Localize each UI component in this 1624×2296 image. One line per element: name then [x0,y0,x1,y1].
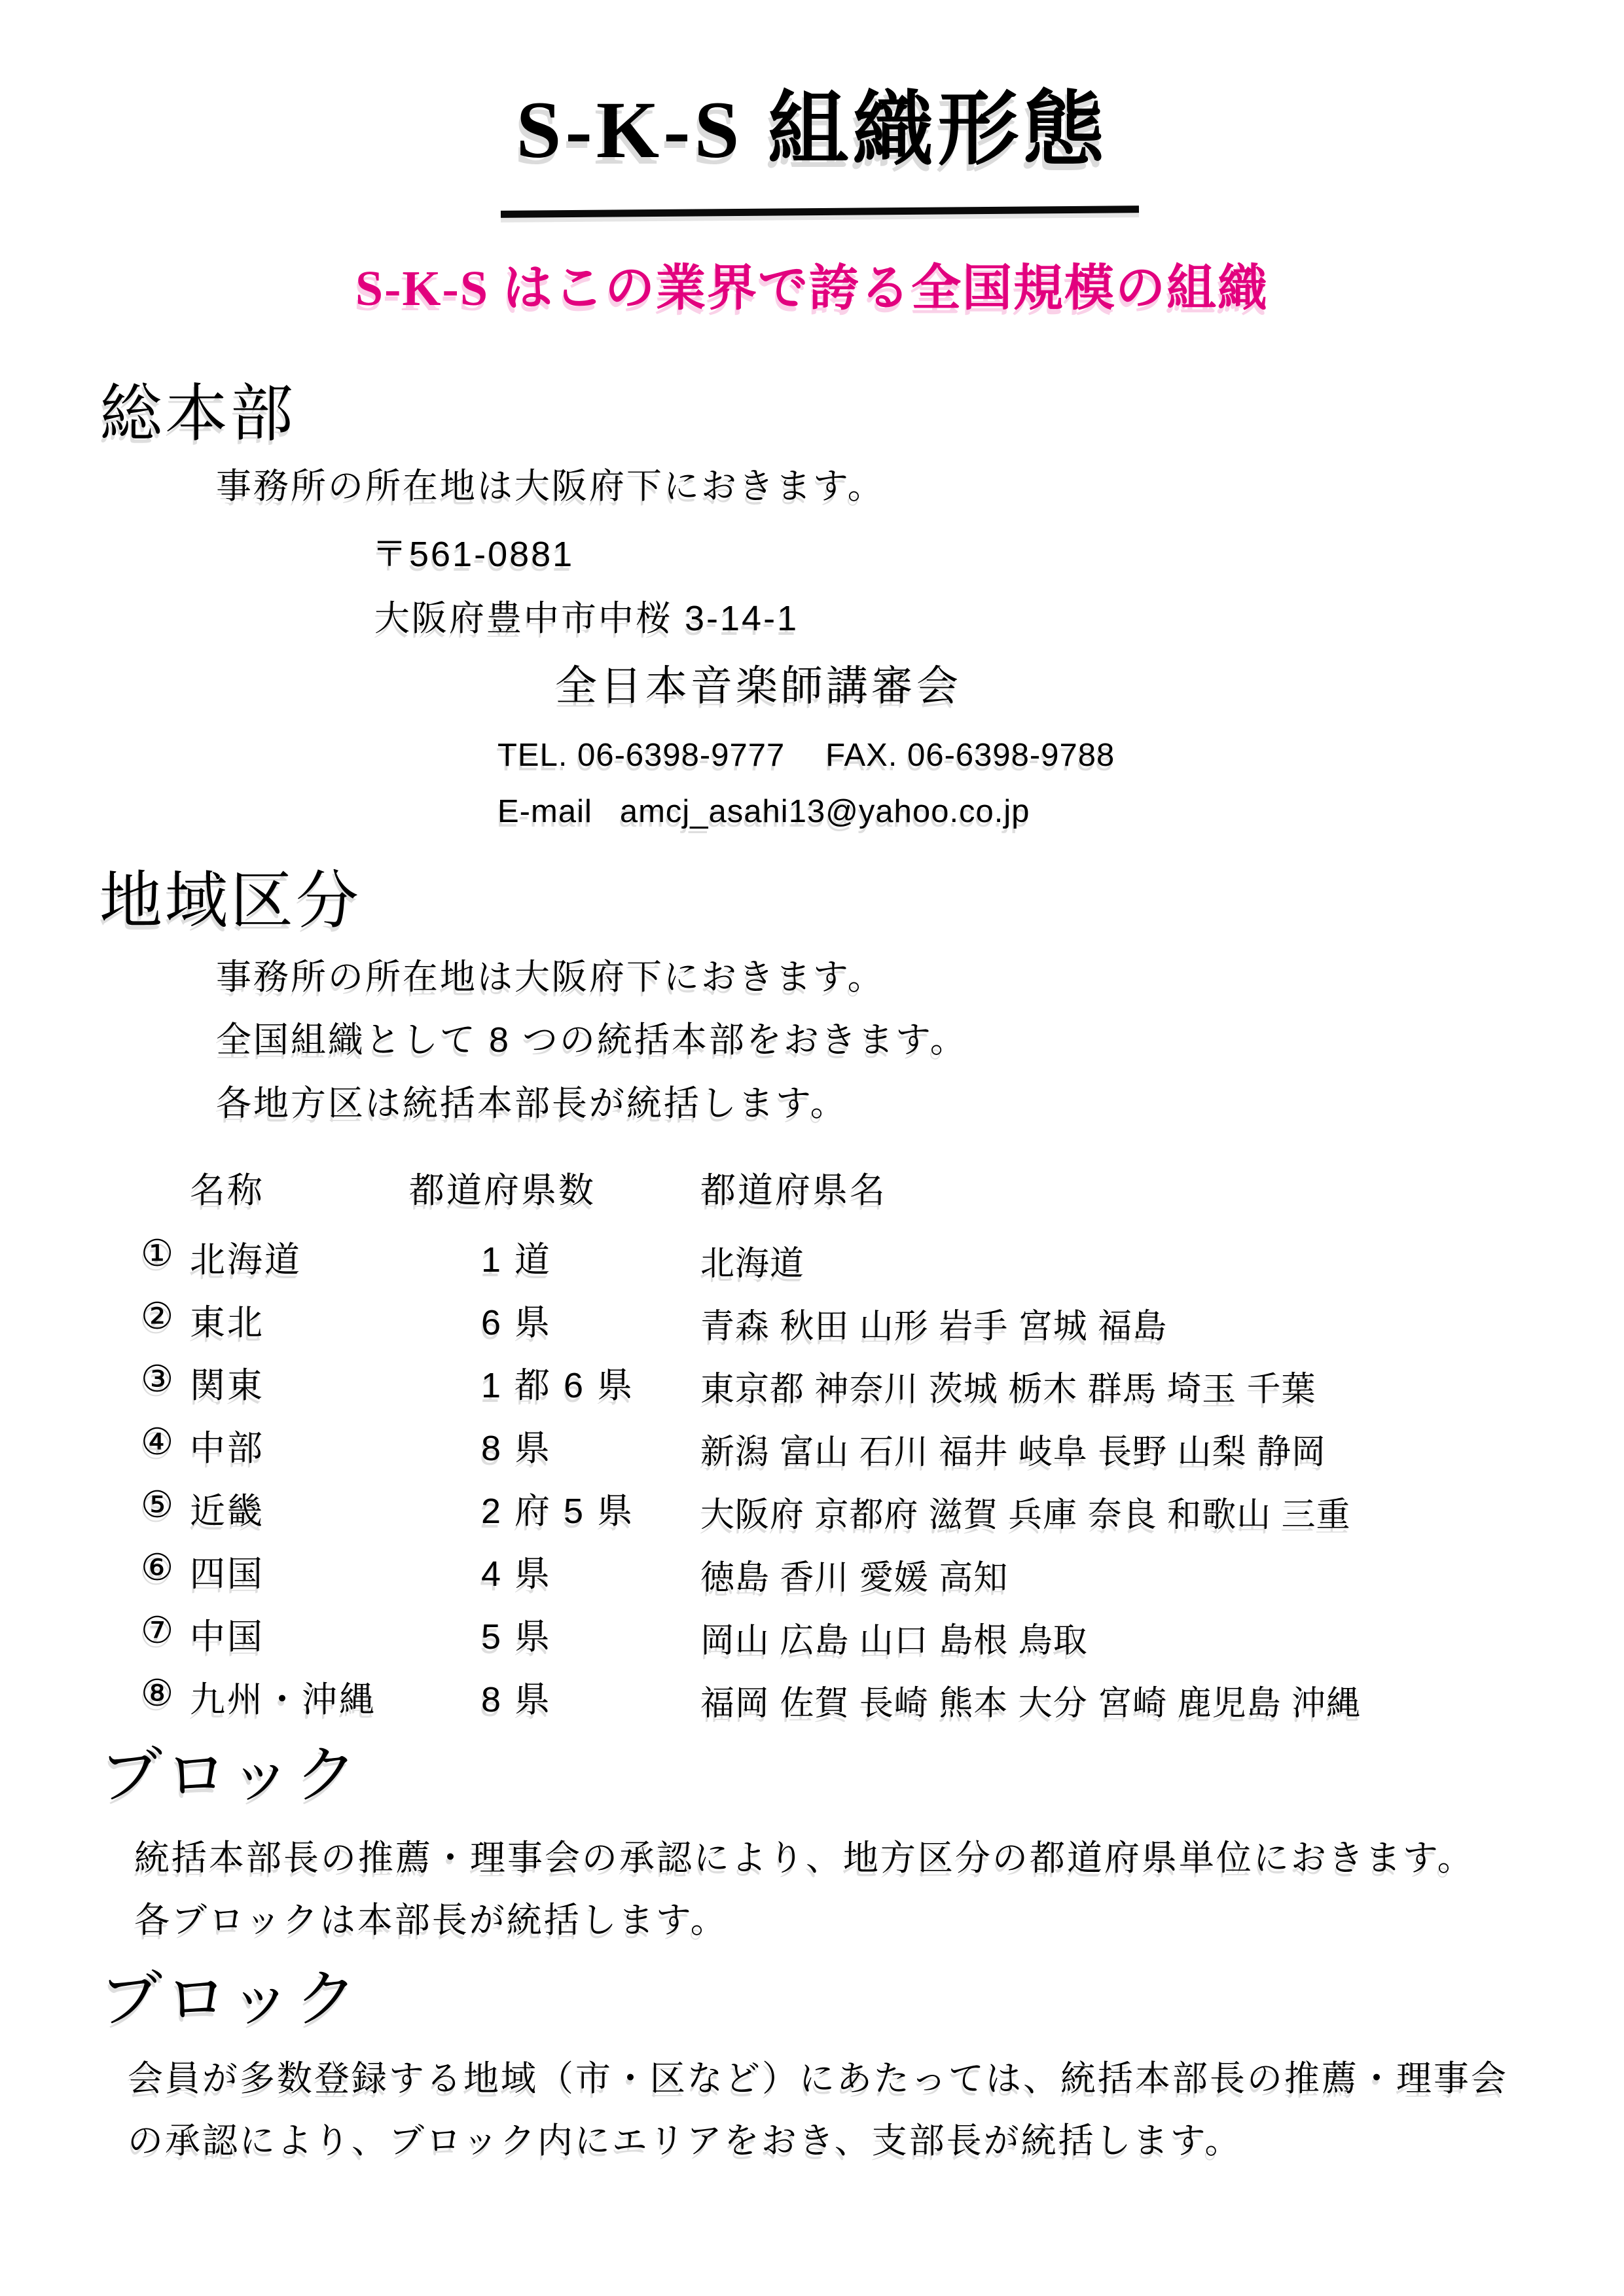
table-row [0,1672,1624,1734]
prefecture-names: 新潟 富山 石川 福井 岐阜 長野 山梨 静岡 [700,1433,1327,1471]
title-underline [501,206,1139,218]
hq-office-location-line: 事務所の所在地は大阪府下におきます。 [216,467,885,506]
block1-paragraph-line-2: 各ブロックは本部長が統括します。 [134,1901,728,1940]
prefecture-count: 1 道 [481,1240,552,1280]
row-number: ① [141,1232,174,1274]
region-name: 中部 [190,1429,264,1468]
table-row [0,1295,1624,1357]
table-header-count: 都道府県数 [409,1171,596,1210]
table-header-prefectures: 都道府県名 [700,1171,887,1210]
table-row [0,1357,1624,1420]
email-label: E-mail [497,794,592,829]
prefecture-names: 大阪府 京都府 滋賀 兵庫 奈良 和歌山 三重 [700,1496,1351,1534]
prefecture-count: 5 県 [481,1617,552,1657]
prefecture-names: 岡山 広島 山口 島根 鳥取 [700,1622,1088,1660]
region-name: 北海道 [190,1240,302,1280]
prefecture-count: 1 都 6 県 [481,1366,635,1405]
region-name: 近畿 [190,1492,264,1531]
region-name: 四国 [190,1554,264,1594]
region-name: 関東 [190,1366,264,1405]
region-name: 九州・沖縄 [190,1680,376,1719]
row-number: ③ [141,1358,174,1399]
tel-value: TEL. 06-6398-9777 [497,738,785,773]
table-row [0,1420,1624,1483]
region-table-header [0,1170,1624,1210]
region-name: 東北 [190,1303,264,1342]
row-number: ② [141,1295,174,1336]
row-number: ⑥ [141,1547,174,1588]
table-header-name: 名称 [190,1171,264,1210]
row-number: ⑦ [141,1609,174,1651]
hq-tel-fax-line [497,737,1115,774]
regions-intro-line-3: 各地方区は統括本部長が統括します。 [216,1084,848,1123]
table-row [0,1609,1624,1672]
prefecture-count: 2 府 5 県 [481,1492,635,1531]
row-number: ④ [141,1421,174,1462]
table-row [0,1483,1624,1546]
hq-organization-name: 全日本音楽師講審会 [555,662,962,709]
document-subtitle: S-K-S はこの業界で誇る全国規模の組織 [355,261,1269,316]
block1-section-heading: ブロック [99,1740,361,1810]
regions-intro-line-1: 事務所の所在地は大阪府下におきます。 [216,958,885,997]
block1-paragraph-line-1: 統括本部長の推薦・理事会の承認により、地方区分の都道府県単位におきます。 [134,1839,1475,1878]
prefecture-count: 4 県 [481,1554,552,1594]
prefecture-names: 徳島 香川 愛媛 高知 [700,1559,1009,1597]
email-value: amcj_asahi13@yahoo.co.jp [619,794,1030,829]
regions-section-heading: 地域区分 [99,866,361,936]
block2-paragraph-line-2: の承認により、ブロック内にエリアをおき、支部長が統括します。 [128,2121,1242,2161]
document-title: S-K-S 組織形態 [516,85,1108,175]
prefecture-names: 福岡 佐賀 長崎 熊本 大分 宮崎 鹿児島 沖縄 [700,1685,1362,1723]
regions-intro-line-2: 全国組織として 8 つの統括本部をおきます。 [216,1020,967,1060]
block2-paragraph-line-1: 会員が多数登録する地域（市・区など）にあたっては、統括本部長の推薦・理事会 [128,2059,1508,2098]
table-row [0,1232,1624,1295]
table-row [0,1546,1624,1609]
hq-email-line [497,793,1030,830]
prefecture-names: 青森 秋田 山形 岩手 宮城 福島 [700,1308,1168,1346]
prefecture-names: 東京都 神奈川 茨城 栃木 群馬 埼玉 千葉 [700,1371,1316,1408]
block2-section-heading: ブロック [99,1964,361,2034]
prefecture-count: 6 県 [481,1303,552,1342]
hq-section-heading: 総本部 [99,379,296,449]
hq-postal-code: 〒561-0881 [372,535,575,574]
prefecture-count: 8 県 [481,1680,552,1719]
row-number: ⑧ [141,1672,174,1713]
prefecture-names: 北海道 [700,1245,805,1283]
fax-value: FAX. 06-6398-9788 [825,738,1115,773]
hq-address: 大阪府豊中市中桜 3-14-1 [374,599,799,638]
region-name: 中国 [190,1617,264,1657]
row-number: ⑤ [141,1484,174,1525]
prefecture-count: 8 県 [481,1429,552,1468]
